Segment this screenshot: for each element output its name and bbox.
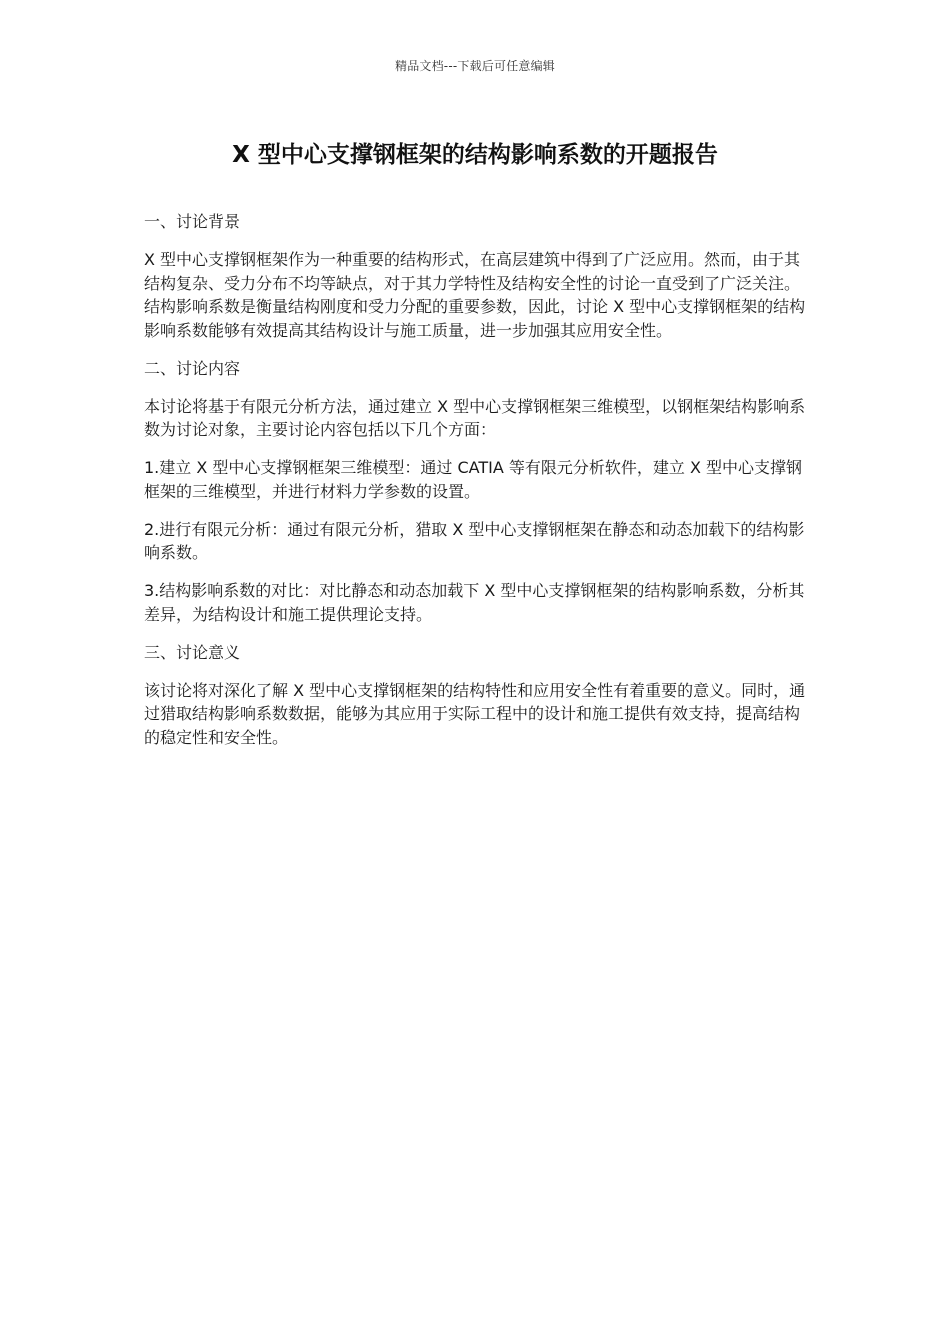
paragraph-content-intro: 本讨论将基于有限元分析方法，通过建立 X 型中心支撑钢框架三维模型，以钢框架结构影响系数为讨论对象，主要讨论内容包括以下几个方面： [144, 396, 806, 439]
section-heading-content: 二、讨论内容 [144, 358, 241, 378]
document-title: X 型中心支撑钢框架的结构影响系数的开题报告 [232, 142, 718, 168]
section-heading-significance: 三、讨论意义 [144, 642, 241, 662]
paragraph-content-item-2: 2.进行有限元分析：通过有限元分析，猎取 X 型中心支撑钢框架在静态和动态加载下的结构影响系数。 [144, 519, 805, 562]
paragraph-significance: 该讨论将对深化了解 X 型中心支撑钢框架的结构特性和应用安全性有着重要的意义。同时，通过猎取结构影响系数数据，能够为其应用于实际工程中的设计和施工提供有效支持，提高结构的稳定性和安全性。 [144, 680, 806, 747]
header-note: 精品文档---下载后可任意编辑 [395, 59, 555, 73]
paragraph-background: X 型中心支撑钢框架作为一种重要的结构形式，在高层建筑中得到了广泛应用。然而，由于其结构复杂、受力分布不均等缺点，对于其力学特性及结构安全性的讨论一直受到了广泛关注。结构影响系数是衡量结构刚度和受力分配的重要参数，因此，讨论 X 型中心支撑钢框架的结构影响系数能够有效提高其结构设计与施工质量，进一步加强其应用安全性。 [144, 250, 806, 340]
paragraph-content-item-1: 1.建立 X 型中心支撑钢框架三维模型：通过 CATIA 等有限元分析软件，建立 X 型中心支撑钢框架的三维模型，并进行材料力学参数的设置。 [144, 458, 803, 501]
section-heading-background: 一、讨论背景 [144, 212, 241, 231]
paragraph-content-item-3: 3.结构影响系数的对比：对比静态和动态加载下 X 型中心支撑钢框架的结构影响系数，分析其差异，为结构设计和施工提供理论支持。 [144, 581, 805, 624]
document-body [144, 210, 806, 764]
